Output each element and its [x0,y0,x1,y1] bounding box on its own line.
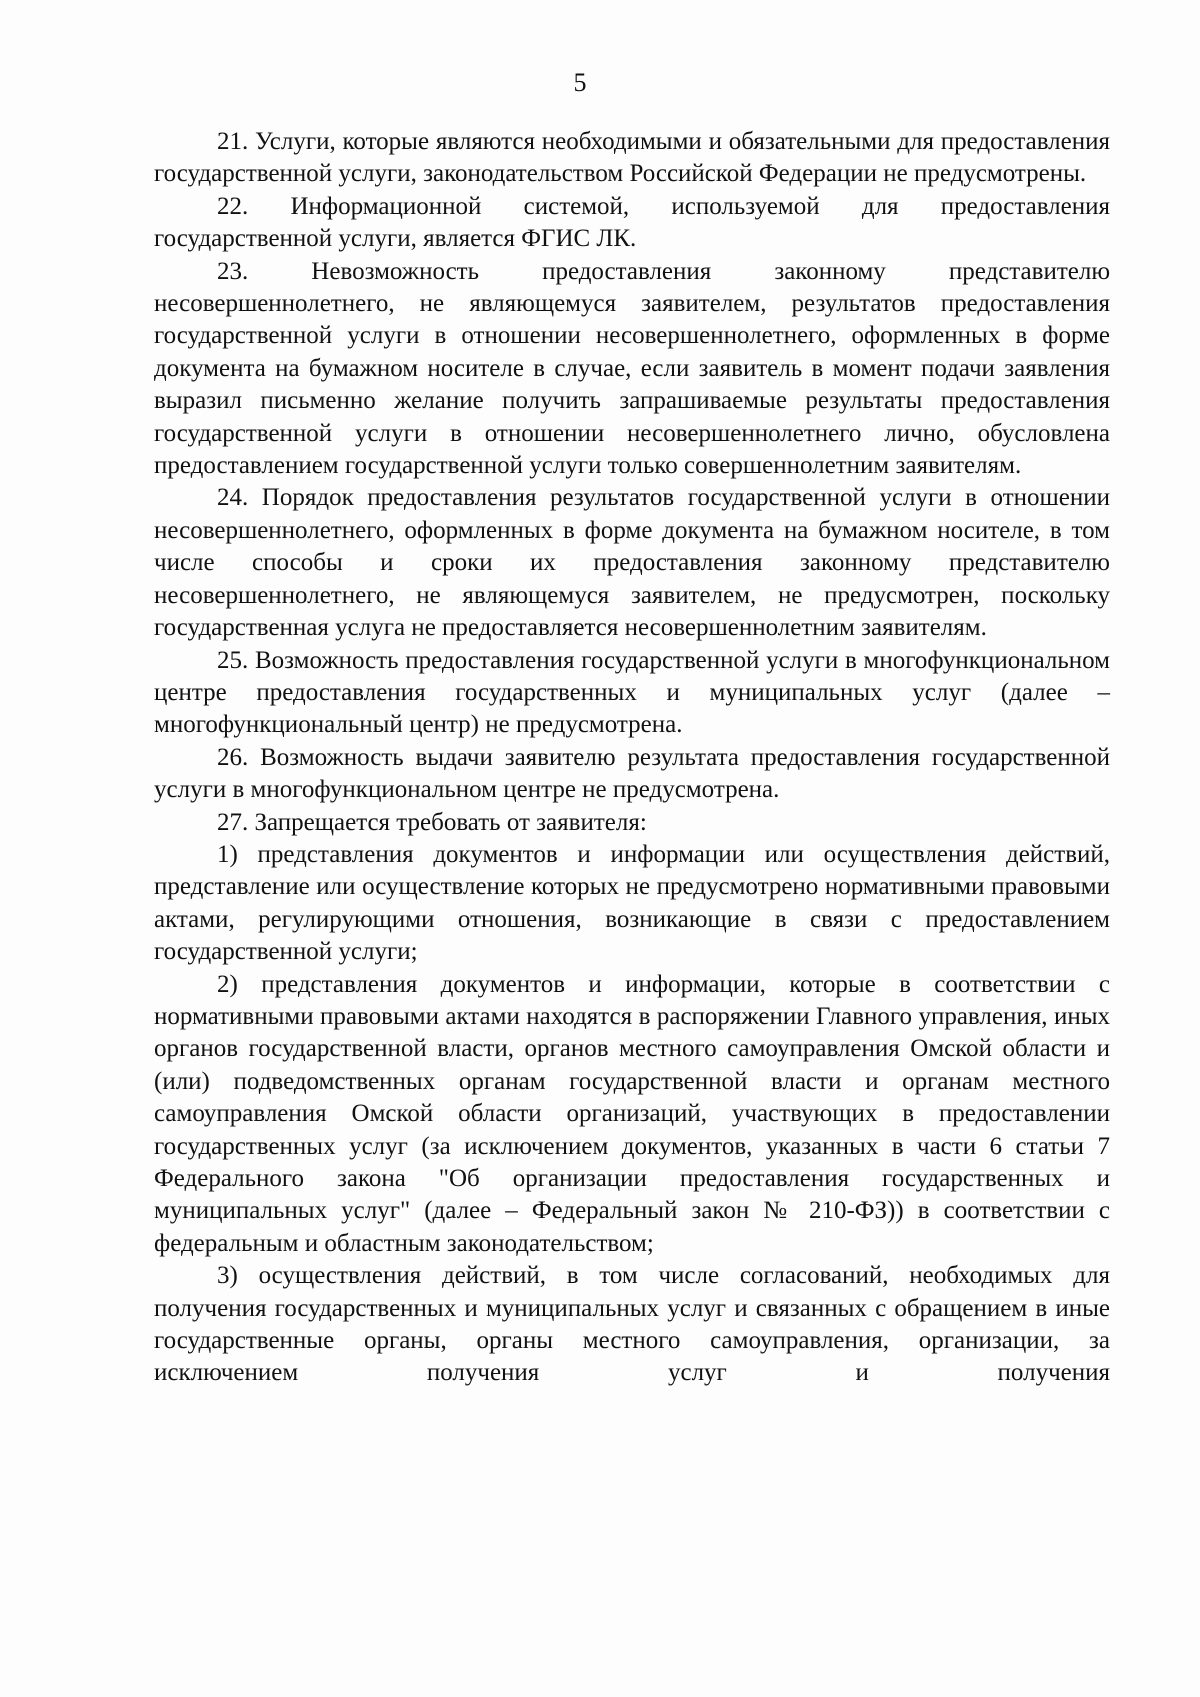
list-item-3: 3) осуществления действий, в том числе согласований, необходимых для получения государственных и муниципальных услуг и связанных с обращением в иные государственные органы, органы местного самоуправления, организации, за исключением получения услуг и получения [154,1262,1110,1387]
list-item-2: 2) представления документов и информации, которые в соответствии с нормативными правовыми актами находятся в распоряжении Главного управления, иных органов государственной власти, органов местного самоуправления Омской области и (или) подведомственных органам государственной власти и органам местного самоуправления Омской области организаций, участвующих в предоставлении государственных услуг (за исключением документов, указанных в части 6 статьи 7 Федерального закона "Об организации предоставления государственных и муниципальных услуг" (далее – Федеральный закон № 210-ФЗ)) в соответствии с федеральным и областным законодательством; [154,970,1110,1257]
list-item-1: 1) представления документов и информации или осуществления действий, представление или осуществление которых не предусмотрено нормативными правовыми актами, регулирующими отношения, возникающие в связи с предоставлением государственной услуги; [154,840,1110,966]
paragraph-27: 27. Запрещается требовать от заявителя: [217,808,647,836]
page-number: 5 [573,68,587,97]
document-body [154,126,1110,1390]
paragraph-22: 22. Информационной системой, используемой для предоставления государственной услуги, является ФГИС ЛК. [154,192,1110,253]
paragraph-23: 23. Невозможность предоставления законному представителю несовершеннолетнего, не являющемуся заявителем, результатов предоставления государственной услуги в отношении несовершеннолетнего, оформленных в форме документа на бумажном носителе в случае, если заявитель в момент подачи заявления выразил письменно желание получить запрашиваемые результаты предоставления государственной услуги в отношении несовершеннолетнего лично, обусловлена предоставлением государственной услуги только совершеннолетним заявителям. [154,257,1110,480]
paragraph-26: 26. Возможность выдачи заявителю результата предоставления государственной услуги в многофункциональном центре не предусмотрена. [154,743,1110,804]
paragraph-21: 21. Услуги, которые являются необходимыми и обязательными для предоставления государственной услуги, законодательством Российской Федерации не предусмотрены. [154,128,1110,188]
paragraph-25: 25. Возможность предоставления государственной услуги в многофункциональном центре предоставления государственных и муниципальных услуг (далее – многофункциональный центр) не предусмотрена. [154,646,1110,739]
paragraph-24: 24. Порядок предоставления результатов государственной услуги в отношении несовершеннолетнего, оформленных в форме документа на бумажном носителе, в том числе способы и сроки их предоставления законному представителю несовершеннолетнего, не являющемуся заявителем, не предусмотрен, поскольку государственная услуга не предоставляется несовершеннолетним заявителям. [154,484,1110,642]
